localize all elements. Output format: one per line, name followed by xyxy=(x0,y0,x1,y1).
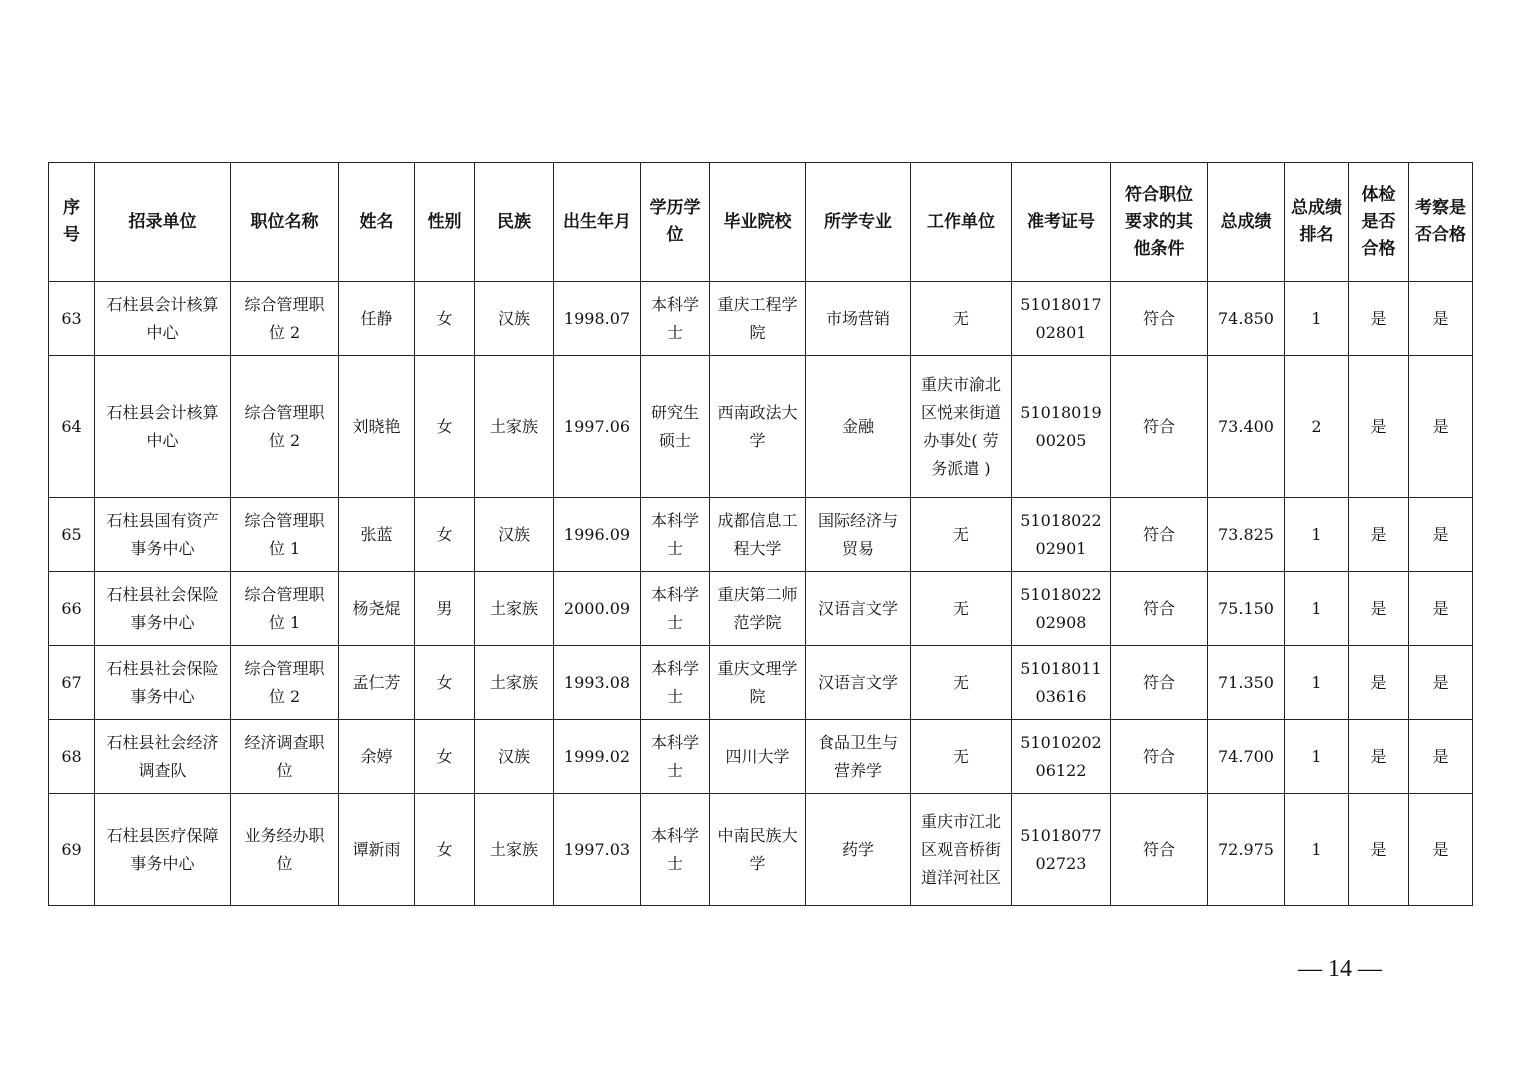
cell-ticket: 5101020206122 xyxy=(1012,720,1111,794)
cell-unit: 石柱县医疗保障事务中心 xyxy=(95,794,231,906)
cell-conditions: 符合 xyxy=(1111,498,1208,572)
cell-inspection: 是 xyxy=(1409,498,1473,572)
cell-inspection: 是 xyxy=(1409,720,1473,794)
cell-position: 业务经办职位 xyxy=(231,794,339,906)
header-birth: 出生年月 xyxy=(554,163,641,282)
cell-gender: 女 xyxy=(415,498,475,572)
cell-gender: 女 xyxy=(415,356,475,498)
candidate-table xyxy=(48,162,1473,906)
cell-birth: 1999.02 xyxy=(554,720,641,794)
cell-ethnicity: 汉族 xyxy=(475,720,554,794)
cell-major: 药学 xyxy=(806,794,911,906)
cell-seq: 67 xyxy=(49,646,95,720)
cell-ticket: 5101801702801 xyxy=(1012,282,1111,356)
cell-unit: 石柱县会计核算中心 xyxy=(95,282,231,356)
header-ticket: 准考证号 xyxy=(1012,163,1111,282)
cell-physical: 是 xyxy=(1349,646,1409,720)
cell-rank: 1 xyxy=(1285,794,1349,906)
table-row xyxy=(49,794,1473,906)
cell-major: 汉语言文学 xyxy=(806,572,911,646)
cell-ethnicity: 汉族 xyxy=(475,498,554,572)
cell-education: 本科学士 xyxy=(641,794,710,906)
cell-name: 余婷 xyxy=(339,720,415,794)
cell-score: 75.150 xyxy=(1208,572,1285,646)
cell-school: 成都信息工程大学 xyxy=(710,498,806,572)
cell-gender: 女 xyxy=(415,720,475,794)
cell-gender: 女 xyxy=(415,794,475,906)
cell-physical: 是 xyxy=(1349,794,1409,906)
table-row xyxy=(49,572,1473,646)
header-unit: 招录单位 xyxy=(95,163,231,282)
cell-education: 本科学士 xyxy=(641,572,710,646)
cell-major: 市场营销 xyxy=(806,282,911,356)
cell-conditions: 符合 xyxy=(1111,282,1208,356)
cell-physical: 是 xyxy=(1349,356,1409,498)
cell-ticket: 5101802202901 xyxy=(1012,498,1111,572)
cell-major: 汉语言文学 xyxy=(806,646,911,720)
cell-name: 杨尧焜 xyxy=(339,572,415,646)
table-row xyxy=(49,720,1473,794)
page-number: — 14 — xyxy=(1298,956,1382,982)
cell-birth: 2000.09 xyxy=(554,572,641,646)
cell-seq: 64 xyxy=(49,356,95,498)
table-row xyxy=(49,356,1473,498)
table-row xyxy=(49,646,1473,720)
cell-conditions: 符合 xyxy=(1111,794,1208,906)
header-education: 学历学位 xyxy=(641,163,710,282)
cell-education: 本科学士 xyxy=(641,646,710,720)
cell-employer: 无 xyxy=(911,498,1012,572)
cell-ethnicity: 土家族 xyxy=(475,794,554,906)
cell-rank: 2 xyxy=(1285,356,1349,498)
cell-physical: 是 xyxy=(1349,498,1409,572)
cell-seq: 69 xyxy=(49,794,95,906)
header-employer: 工作单位 xyxy=(911,163,1012,282)
cell-physical: 是 xyxy=(1349,720,1409,794)
table-row xyxy=(49,282,1473,356)
cell-rank: 1 xyxy=(1285,720,1349,794)
cell-rank: 1 xyxy=(1285,498,1349,572)
cell-score: 73.400 xyxy=(1208,356,1285,498)
cell-score: 74.850 xyxy=(1208,282,1285,356)
cell-school: 重庆工程学院 xyxy=(710,282,806,356)
cell-rank: 1 xyxy=(1285,572,1349,646)
header-rank: 总成绩排名 xyxy=(1285,163,1349,282)
cell-position: 综合管理职位 2 xyxy=(231,646,339,720)
cell-score: 71.350 xyxy=(1208,646,1285,720)
cell-ethnicity: 土家族 xyxy=(475,356,554,498)
cell-birth: 1998.07 xyxy=(554,282,641,356)
header-major: 所学专业 xyxy=(806,163,911,282)
cell-inspection: 是 xyxy=(1409,356,1473,498)
cell-position: 综合管理职位 2 xyxy=(231,356,339,498)
cell-score: 73.825 xyxy=(1208,498,1285,572)
cell-position: 综合管理职位 1 xyxy=(231,498,339,572)
header-gender: 性别 xyxy=(415,163,475,282)
cell-school: 重庆第二师范学院 xyxy=(710,572,806,646)
cell-conditions: 符合 xyxy=(1111,646,1208,720)
cell-gender: 女 xyxy=(415,282,475,356)
cell-name: 谭新雨 xyxy=(339,794,415,906)
cell-name: 孟仁芳 xyxy=(339,646,415,720)
cell-seq: 68 xyxy=(49,720,95,794)
cell-position: 经济调查职位 xyxy=(231,720,339,794)
header-ethnicity: 民族 xyxy=(475,163,554,282)
cell-rank: 1 xyxy=(1285,282,1349,356)
cell-gender: 男 xyxy=(415,572,475,646)
cell-seq: 65 xyxy=(49,498,95,572)
cell-physical: 是 xyxy=(1349,282,1409,356)
cell-unit: 石柱县社会保险事务中心 xyxy=(95,572,231,646)
header-inspection: 考察是否合格 xyxy=(1409,163,1473,282)
cell-physical: 是 xyxy=(1349,572,1409,646)
cell-conditions: 符合 xyxy=(1111,356,1208,498)
cell-ethnicity: 汉族 xyxy=(475,282,554,356)
cell-ethnicity: 土家族 xyxy=(475,572,554,646)
cell-ticket: 5101807702723 xyxy=(1012,794,1111,906)
cell-employer: 无 xyxy=(911,720,1012,794)
cell-inspection: 是 xyxy=(1409,572,1473,646)
cell-score: 72.975 xyxy=(1208,794,1285,906)
cell-unit: 石柱县会计核算中心 xyxy=(95,356,231,498)
header-name: 姓名 xyxy=(339,163,415,282)
cell-inspection: 是 xyxy=(1409,282,1473,356)
header-score: 总成绩 xyxy=(1208,163,1285,282)
cell-name: 张蓝 xyxy=(339,498,415,572)
cell-education: 本科学士 xyxy=(641,720,710,794)
cell-employer: 重庆市渝北区悦来街道办事处( 劳务派遣 ) xyxy=(911,356,1012,498)
cell-birth: 1997.06 xyxy=(554,356,641,498)
cell-school: 西南政法大学 xyxy=(710,356,806,498)
cell-employer: 无 xyxy=(911,282,1012,356)
cell-inspection: 是 xyxy=(1409,646,1473,720)
header-school: 毕业院校 xyxy=(710,163,806,282)
cell-birth: 1993.08 xyxy=(554,646,641,720)
header-seq: 序号 xyxy=(49,163,95,282)
cell-education: 研究生硕士 xyxy=(641,356,710,498)
cell-unit: 石柱县社会保险事务中心 xyxy=(95,646,231,720)
cell-birth: 1996.09 xyxy=(554,498,641,572)
cell-rank: 1 xyxy=(1285,646,1349,720)
cell-conditions: 符合 xyxy=(1111,572,1208,646)
cell-position: 综合管理职位 1 xyxy=(231,572,339,646)
cell-inspection: 是 xyxy=(1409,794,1473,906)
cell-birth: 1997.03 xyxy=(554,794,641,906)
cell-unit: 石柱县社会经济调查队 xyxy=(95,720,231,794)
header-conditions: 符合职位要求的其他条件 xyxy=(1111,163,1208,282)
cell-school: 中南民族大学 xyxy=(710,794,806,906)
cell-name: 任静 xyxy=(339,282,415,356)
cell-name: 刘晓艳 xyxy=(339,356,415,498)
cell-gender: 女 xyxy=(415,646,475,720)
cell-employer: 重庆市江北区观音桥街道洋河社区 xyxy=(911,794,1012,906)
cell-school: 四川大学 xyxy=(710,720,806,794)
cell-school: 重庆文理学院 xyxy=(710,646,806,720)
cell-seq: 63 xyxy=(49,282,95,356)
table-header-row xyxy=(49,163,1473,282)
cell-position: 综合管理职位 2 xyxy=(231,282,339,356)
cell-major: 金融 xyxy=(806,356,911,498)
cell-employer: 无 xyxy=(911,646,1012,720)
cell-seq: 66 xyxy=(49,572,95,646)
cell-education: 本科学士 xyxy=(641,498,710,572)
cell-unit: 石柱县国有资产事务中心 xyxy=(95,498,231,572)
cell-ticket: 5101801103616 xyxy=(1012,646,1111,720)
cell-major: 食品卫生与营养学 xyxy=(806,720,911,794)
cell-employer: 无 xyxy=(911,572,1012,646)
cell-ticket: 5101801900205 xyxy=(1012,356,1111,498)
cell-ticket: 5101802202908 xyxy=(1012,572,1111,646)
cell-score: 74.700 xyxy=(1208,720,1285,794)
cell-ethnicity: 土家族 xyxy=(475,646,554,720)
table-row xyxy=(49,498,1473,572)
header-position: 职位名称 xyxy=(231,163,339,282)
header-physical: 体检是否合格 xyxy=(1349,163,1409,282)
cell-conditions: 符合 xyxy=(1111,720,1208,794)
cell-major: 国际经济与贸易 xyxy=(806,498,911,572)
cell-education: 本科学士 xyxy=(641,282,710,356)
